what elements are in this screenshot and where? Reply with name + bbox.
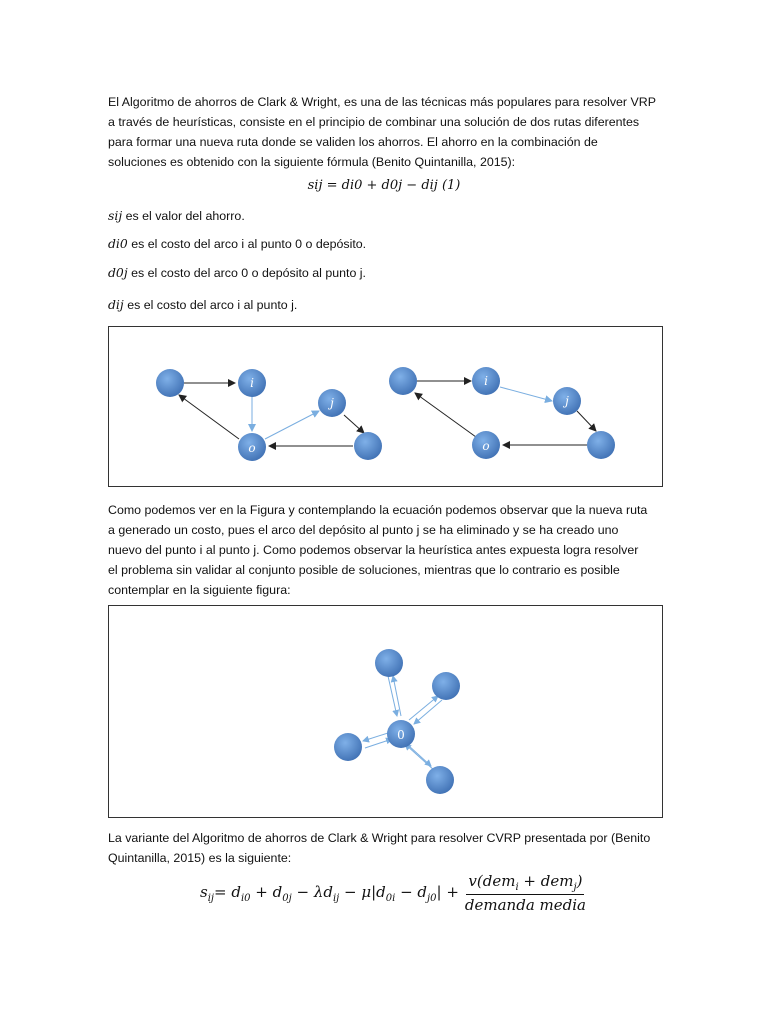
- middle-line: contemplar en la siguiente figura:: [108, 583, 291, 597]
- formula-body: = $d_{i0} + d_{0j} - \lambda d_{ij} - \mu|d_{0i} - d_{j0}|$ +: [214, 882, 459, 904]
- graph-node-depot: [238, 433, 266, 461]
- graph-node-depot: [472, 431, 500, 459]
- svg-text:i: i: [250, 376, 254, 390]
- arc-edge: [393, 676, 401, 716]
- svg-text:j: j: [330, 396, 334, 410]
- arc-edge: [405, 744, 435, 771]
- graph-node-j: [318, 389, 346, 417]
- arc-edge: [577, 411, 596, 431]
- intro-line: soluciones es obtenido con la siguiente fórmula (Benito Quintanilla, 2015):: [108, 155, 516, 169]
- formula-lhs: $s_{ij}$: [200, 882, 215, 904]
- intro-line: para formar una nueva ruta donde se validen los ahorros. El ahorro en la combinación de: [108, 135, 598, 149]
- svg-text:0: 0: [397, 728, 405, 742]
- arc-edge: [265, 411, 319, 439]
- graph-node: [354, 432, 382, 460]
- arc-edge: [363, 732, 391, 741]
- graph-node: [389, 367, 417, 395]
- cvrp-savings-formula: [200, 872, 586, 914]
- svg-text:j: j: [565, 394, 569, 408]
- graph-node-j: [553, 387, 581, 415]
- graph-node-i: [472, 367, 500, 395]
- graph-node: [156, 369, 184, 397]
- middle-line: a generado un costo, pues el arco del depósito al punto j se ha eliminado y se ha creado uno: [108, 523, 619, 537]
- graph-node: [426, 766, 454, 794]
- arc-edge: [179, 395, 239, 439]
- graph-node-i: [238, 369, 266, 397]
- svg-text:i: i: [484, 374, 488, 388]
- middle-line: nuevo del punto i al punto j. Como podemos observar la heurística antes expuesta logra resolver: [108, 543, 639, 557]
- definition-di0: di0 es el costo del arco i al punto 0 o depósito.: [108, 236, 367, 251]
- graph-node: [587, 431, 615, 459]
- intro-paragraph: [108, 92, 660, 172]
- graph-node: [375, 649, 403, 677]
- variant-line: Quintanilla, 2015) es la siguiente:: [108, 851, 292, 865]
- variant-paragraph: [108, 828, 660, 868]
- arc-edge: [388, 676, 397, 716]
- arc-edge: [500, 387, 552, 401]
- graph-node: [334, 733, 362, 761]
- svg-text:o: o: [248, 441, 256, 455]
- formula-fraction: [465, 872, 586, 914]
- star-routes-diagram: [109, 606, 662, 817]
- arc-edge: [365, 739, 392, 748]
- graph-node-depot: [387, 720, 415, 748]
- intro-line: a través de heurísticas, consiste en el principio de combinar una solución de dos rutas diferentes: [108, 115, 640, 129]
- arc-edge: [409, 746, 431, 766]
- middle-line: Como podemos ver en la Figura y contemplando la ecuación podemos observar que la nueva ruta: [108, 503, 648, 517]
- middle-line: el problema sin validar al conjunto posible de soluciones, mientras que lo contrario es posible: [108, 563, 620, 577]
- svg-text:o: o: [482, 439, 490, 453]
- arc-edge: [344, 415, 364, 433]
- middle-paragraph: [108, 500, 660, 600]
- route-merge-diagram: [109, 327, 662, 486]
- star-routes-figure: [108, 605, 663, 818]
- graph-node: [432, 672, 460, 700]
- definition-dij: dij es el costo del arco i al punto j.: [108, 297, 298, 312]
- route-merge-figure: [108, 326, 663, 487]
- savings-formula: sij = di0 + d0j − dij (1): [307, 178, 461, 193]
- formula-denominator: demanda media: [464, 896, 586, 914]
- variant-line: La variante del Algoritmo de ahorros de Clark & Wright para resolver CVRP presentada por (Benito: [108, 831, 651, 845]
- intro-line: El Algoritmo de ahorros de Clark & Wright, es una de las técnicas más populares para resolver VRP: [108, 95, 656, 109]
- formula-numerator: v(dem$_i$ + dem$_j$): [468, 872, 583, 893]
- definition-d0j: d0j es el costo del arco 0 o depósito al punto j.: [108, 265, 366, 280]
- arc-edge: [415, 393, 476, 437]
- definition-sij: sij es el valor del ahorro.: [108, 208, 245, 223]
